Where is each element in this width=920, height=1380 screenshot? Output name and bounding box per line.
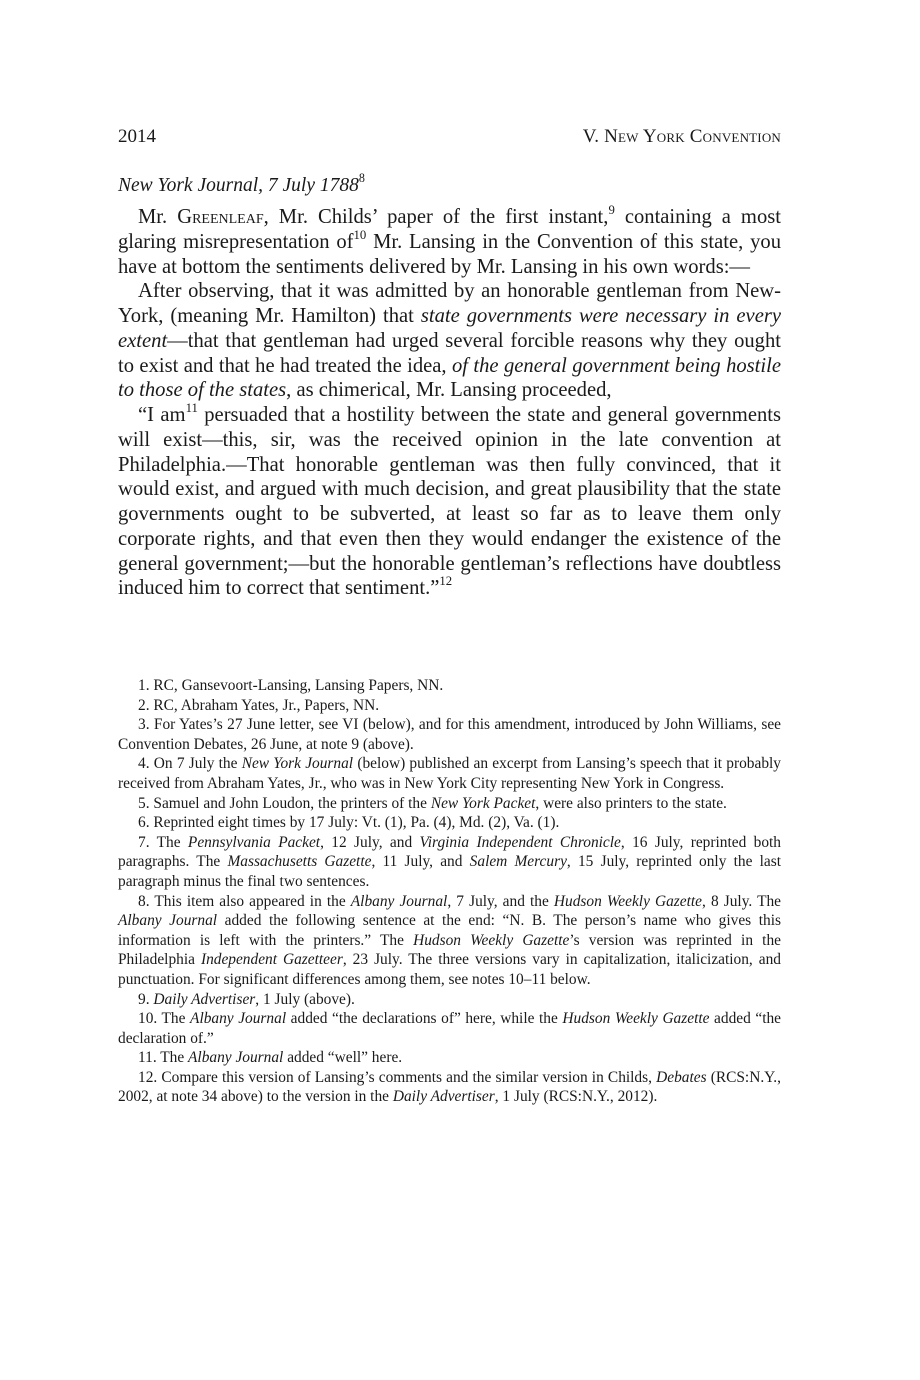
footnote-9 <box>118 990 781 1010</box>
footnote-6: 6. Reprinted eight times by 17 July: Vt. (1), Pa. (4), Md. (2), Va. (1). <box>138 814 560 832</box>
text-run: , 8 July. The <box>702 892 781 910</box>
text-run: , 16 July, reprinted both paragraphs. The <box>118 833 781 871</box>
text-run: persuaded that a hostility between the state and general governments will exist—this, sir, was the received opinion in the late convention at Philadelphia.—That honorable gentleman was then fully convinced, that it would exist, and argued with much decision, and great plausibility that the state governments ought to be subverted, at least so far as to leave them only corporate rights, and that even then they would endanger the existence of the general government;—but the honorable gentleman’s reflections have doubtless induced him to correct that sentiment.” <box>118 404 782 600</box>
text-run: 4. On 7 July the <box>138 755 242 773</box>
footnote-2: 2. RC, Abraham Yates, Jr., Papers, NN. <box>138 696 380 714</box>
text-run: 9. <box>138 990 154 1008</box>
italic-run: state governments were necessary in every extent <box>118 305 781 352</box>
text-run: 10. The <box>138 1010 191 1028</box>
text-run: , 1 July (RCS:N.Y., 2012). <box>494 1088 658 1106</box>
italic-run: Hudson Weekly Gazette <box>562 1010 710 1028</box>
text-run: added “the declarations of” here, while the <box>286 1010 563 1028</box>
chapter-title: V. New York Convention <box>582 126 781 147</box>
italic-run: Virginia Independent Chronicle <box>419 833 621 851</box>
text-run: , 12 July, and <box>320 833 420 851</box>
page-number: 2014 <box>118 126 156 147</box>
footnote-7 <box>118 833 781 892</box>
text-run: added “well” here. <box>283 1049 403 1067</box>
paragraph-1 <box>118 202 781 279</box>
italic-run: Pennsylvania Packet <box>187 833 321 851</box>
document-heading <box>118 172 781 200</box>
italic-run: Daily Advertiser <box>392 1088 495 1106</box>
italic-run: Massachusetts Gazette <box>227 853 372 871</box>
text-run: , 1 July (above). <box>255 990 355 1008</box>
text-run: “I am <box>138 404 186 426</box>
text-run: After observing, that it was admitted by an honorable gentleman from New-York, (meaning Mr. Hamilton) that <box>118 280 781 327</box>
text-run: (RCS:N.Y., 2002, at note 34 above) to the version in the <box>118 1068 781 1106</box>
italic-run: Debates <box>656 1068 707 1086</box>
text-run: 11. The <box>138 1049 189 1067</box>
text-run: 7. The <box>138 833 188 851</box>
italic-run: of the general government being hostile to those of the states <box>118 354 781 402</box>
body-text <box>118 202 782 601</box>
text-run: added the following sentence at the end: “N. B. The person’s name who gives this information is left with the printers.” The <box>118 912 781 949</box>
paragraph-2 <box>118 279 781 403</box>
text-run: ’s version was reprinted in the Philadelphia <box>118 931 781 969</box>
text-run: , 7 July, and the <box>447 892 554 910</box>
greenleaf-name: Greenleaf <box>177 206 264 228</box>
italic-run: New York Packet <box>430 794 536 812</box>
footnote-12 <box>118 1068 781 1107</box>
text-run: 12. Compare this version of Lansing’s comments and the similar version in Childs, <box>138 1068 657 1086</box>
text-run: 5. Samuel and John Loudon, the printers of the <box>138 794 431 812</box>
text-run: , 11 July, and <box>371 853 470 871</box>
footnote-ref-8: 8 <box>358 171 365 186</box>
footnote-11 <box>118 1048 781 1068</box>
italic-run: Daily Advertiser <box>153 990 256 1008</box>
paragraph-3 <box>118 400 782 601</box>
italic-run: Hudson Weekly Gazette <box>413 931 570 949</box>
text-run: containing a most glaring misrepresentation of <box>118 206 781 253</box>
italic-run: Independent Gazetteer <box>200 951 343 969</box>
footnote-ref-11: 11 <box>185 400 198 415</box>
italic-run: Albany Journal <box>188 1049 284 1067</box>
footnote-ref-12: 12 <box>439 574 453 589</box>
footnote-ref-9: 9 <box>608 202 615 217</box>
italic-run: New York Journal <box>241 755 354 773</box>
text-run: —that that gentleman had urged several forcible reasons why they ought to exist and that he had treated the idea, <box>118 329 781 377</box>
footnote-10 <box>118 1009 781 1048</box>
text-run: added “the declaration of.” <box>118 1010 781 1047</box>
footnote-8 <box>118 892 781 990</box>
footnote-4 <box>118 754 781 793</box>
italic-run: Albany Journal <box>190 1010 287 1028</box>
footnote-ref-10: 10 <box>353 227 367 242</box>
text-run: 8. This item also appeared in the <box>138 892 351 910</box>
text-run: Mr. Lansing in the Convention of this state, you have at bottom the sentiments delivered by Mr. Lansing in his own words:— <box>118 230 781 278</box>
italic-run: Albany Journal <box>350 892 448 910</box>
heading-title: New York Journal, 7 July 1788 <box>118 175 359 196</box>
text-run: , 15 July, reprinted only the last paragraph minus the final two sentences. <box>118 853 781 890</box>
footnote-1: 1. RC, Gansevoort-Lansing, Lansing Papers, NN. <box>138 677 444 694</box>
running-head <box>118 124 781 150</box>
text-run: (below) published an excerpt from Lansing’s speech that it probably received from Abraham Yates, Jr., who was in New York City representing New York in Congress. <box>118 755 781 792</box>
footnote-3: 3. For Yates’s 27 June letter, see VI (below), and for this amendment, introduced by John Williams, see Convention Debates, 26 June, at note 9 (above). <box>118 716 781 753</box>
italic-run: Salem Mercury <box>469 853 567 871</box>
text-run: Mr. <box>138 206 178 228</box>
footnotes <box>118 676 781 1107</box>
italic-run: Albany Journal <box>118 912 218 930</box>
text-run: , as chimerical, Mr. Lansing proceeded, <box>286 379 612 402</box>
italic-run: Hudson Weekly Gazette <box>553 892 703 910</box>
text-run: , were also printers to the state. <box>535 794 727 812</box>
text-run: , 23 July. The three versions vary in capitalization, italicization, and punctuation. For significant differences among them, see notes 10–11 below. <box>118 951 781 988</box>
footnote-5 <box>118 794 781 814</box>
text-run: , Mr. Childs’ paper of the first instant, <box>263 206 609 228</box>
